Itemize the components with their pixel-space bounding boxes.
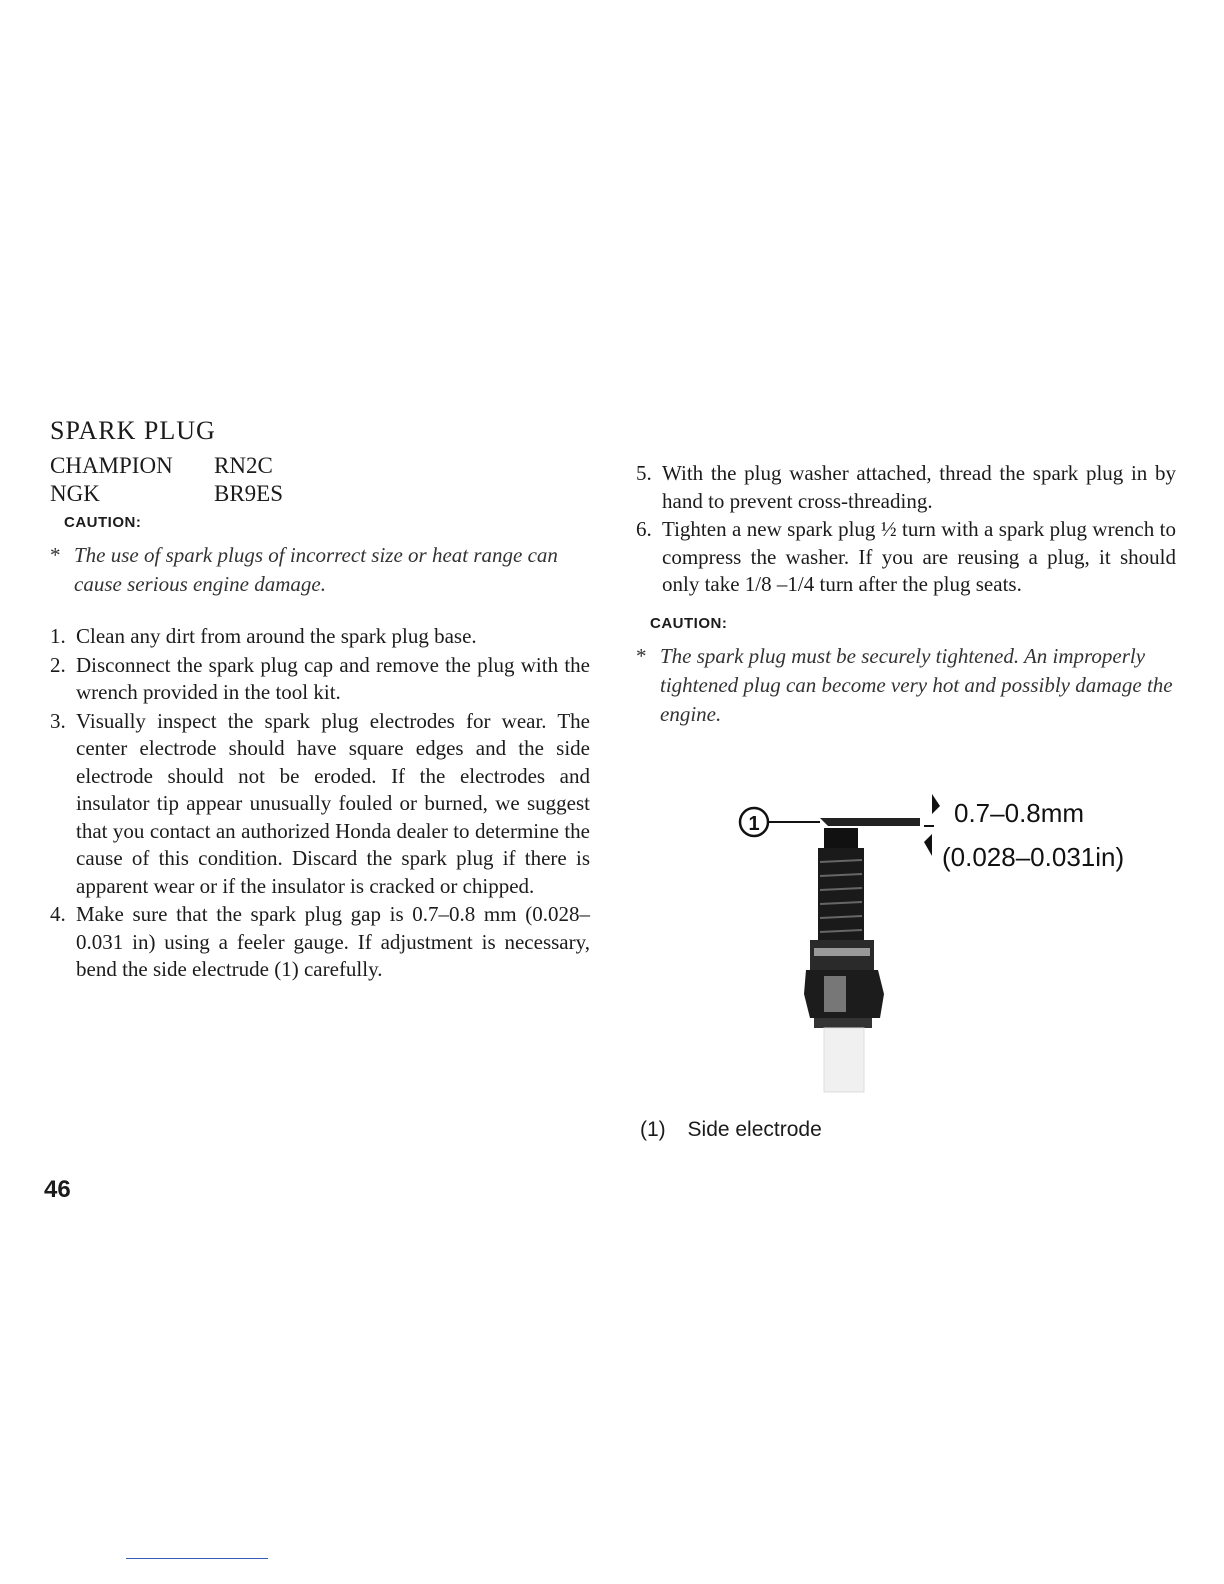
spark-plug-figure xyxy=(720,780,1160,1110)
gap-in-label: (0.028–0.031in) xyxy=(942,842,1125,872)
step-text: Clean any dirt from around the spark plug base. xyxy=(76,624,477,648)
step-number: 2. xyxy=(50,652,66,677)
step-number: 4. xyxy=(50,902,66,926)
step-item xyxy=(50,652,590,707)
step-item xyxy=(636,460,1176,515)
step-text: Disconnect the spark plug cap and remove the plug with the wrench provided in the tool kit. xyxy=(76,652,590,704)
plug-row-ngk xyxy=(50,480,590,508)
step-text: Visually inspect the spark plug electrodes for wear. The center electrode should have square edges and the side electrode should not be eroded. If the electrodes and insulator tip appear unusually fouled or burned, we suggest that you contact an authorized Honda dealer to determine the cause of this condition. Discard the spark plug if there is apparent wear or if the insulator is cracked or chipped. xyxy=(76,708,590,898)
step-number: 5. xyxy=(636,461,652,485)
page-number: 46 xyxy=(44,1176,71,1203)
spark-plug-illustration xyxy=(720,780,1160,1110)
left-column xyxy=(50,416,590,985)
plug-brand: NGK xyxy=(50,481,100,506)
steps-list-left xyxy=(50,623,590,984)
step-text: With the plug washer attached, thread the spark plug in by hand to prevent cross-threading. xyxy=(662,461,1176,513)
caution-label: CAUTION: xyxy=(650,614,728,632)
gap-arrow-top xyxy=(932,794,940,814)
washer-highlight xyxy=(814,948,870,956)
plug-shoulder xyxy=(814,1018,872,1028)
right-column xyxy=(636,460,1176,729)
plug-row-champion xyxy=(50,452,590,480)
step-item xyxy=(636,516,1176,599)
plug-tip xyxy=(824,828,858,850)
caution-note xyxy=(50,541,590,599)
caution-text: The use of spark plugs of incorrect size or heat range can cause serious engine damage. xyxy=(74,543,558,596)
step-text: Tighten a new spark plug ½ turn with a spark plug wrench to compress the washer. If you are reusing a plug, it should only take 1/8 –1/4 turn after the plug seats. xyxy=(662,517,1176,596)
caution-text: The spark plug must be securely tightened. An improperly tightened plug can become very hot and possibly damage the engine. xyxy=(660,643,1173,726)
step-text: Make sure that the spark plug gap is 0.7–0.8 mm (0.028–0.031 in) using a feeler gauge. If adjustment is necessary, bend the side electrude (1) carefully. xyxy=(76,902,590,981)
step-number: 1. xyxy=(50,624,66,648)
callout-number: 1 xyxy=(748,813,760,835)
gap-mm-label: 0.7–0.8mm xyxy=(954,798,1085,828)
caution-note xyxy=(636,642,1176,729)
step-number: 6. xyxy=(636,517,652,541)
step-item xyxy=(50,901,590,984)
plug-model: BR9ES xyxy=(214,481,284,506)
plug-model: RN2C xyxy=(214,453,273,478)
section-heading: SPARK PLUG xyxy=(50,416,216,445)
step-item xyxy=(50,708,590,901)
figure-caption xyxy=(640,1118,822,1142)
side-electrode xyxy=(820,818,920,826)
step-number: 3. xyxy=(50,708,66,733)
plug-insulator xyxy=(824,1028,864,1092)
bottom-rule xyxy=(126,1558,268,1559)
caution-star: * xyxy=(636,643,647,668)
caption-number: (1) xyxy=(640,1118,666,1141)
caution-label: CAUTION: xyxy=(64,514,142,531)
caution-star: * xyxy=(50,543,61,567)
plug-brand: CHAMPION xyxy=(50,453,173,478)
step-item xyxy=(50,623,590,651)
caption-text: Side electrode xyxy=(687,1118,822,1141)
gap-arrow-bottom xyxy=(924,834,932,856)
steps-list-right xyxy=(636,460,1176,599)
hex-highlight xyxy=(824,976,846,1012)
